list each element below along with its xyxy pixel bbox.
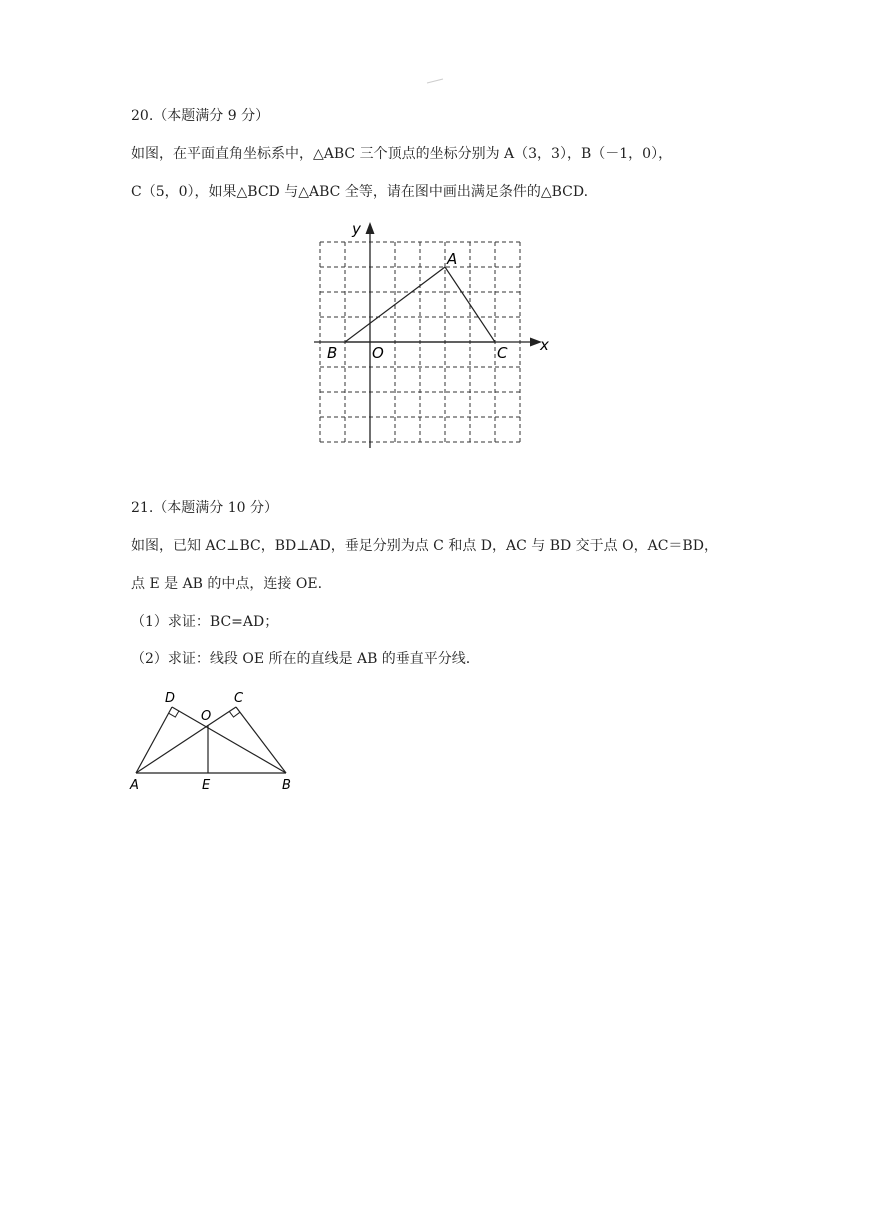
q21-text-line2: 点 E 是 AB 的中点，连接 OE.	[131, 576, 323, 592]
segment-cb	[236, 707, 286, 773]
label-a2: A	[130, 778, 139, 793]
segment-ac	[136, 707, 236, 773]
q21-text-line1: 如图，已知 AC⊥BC，BD⊥AD，垂足分别为点 C 和点 D，AC 与 BD 交于点 O，AC＝BD，	[131, 538, 718, 554]
label-x: x	[540, 336, 549, 354]
q20-heading: 20.（本题满分 9 分）	[131, 108, 270, 124]
label-c: C	[497, 344, 508, 362]
q20-text-line1: 如图，在平面直角坐标系中，△ABC 三个顶点的坐标分别为 A（3，3），B（－1，0），	[131, 146, 673, 162]
label-d: D	[165, 691, 176, 706]
segment-ad	[136, 707, 172, 773]
label-b2: B	[282, 778, 291, 793]
label-o2: O	[201, 709, 212, 724]
q20-text-line2: C（5，0），如果△BCD 与△ABC 全等，请在图中画出满足条件的△BCD.	[131, 184, 589, 200]
label-e: E	[202, 778, 211, 793]
q21-heading: 21.（本题满分 10 分）	[131, 500, 278, 516]
scan-mark	[426, 78, 444, 84]
label-y: y	[352, 220, 361, 238]
label-a: A	[447, 250, 458, 268]
label-c2: C	[234, 691, 244, 706]
label-o: O	[372, 344, 384, 362]
q21-part2: （2）求证：线段 OE 所在的直线是 AB 的垂直平分线.	[131, 651, 471, 667]
segment-db	[172, 707, 286, 773]
right-angle-c	[229, 711, 240, 717]
y-axis-arrow	[366, 222, 375, 234]
label-b: B	[327, 344, 338, 362]
q21-part1: （1）求证：BC=AD；	[131, 614, 279, 630]
q21-geometry-figure	[128, 685, 298, 797]
q20-coordinate-figure	[310, 218, 560, 450]
